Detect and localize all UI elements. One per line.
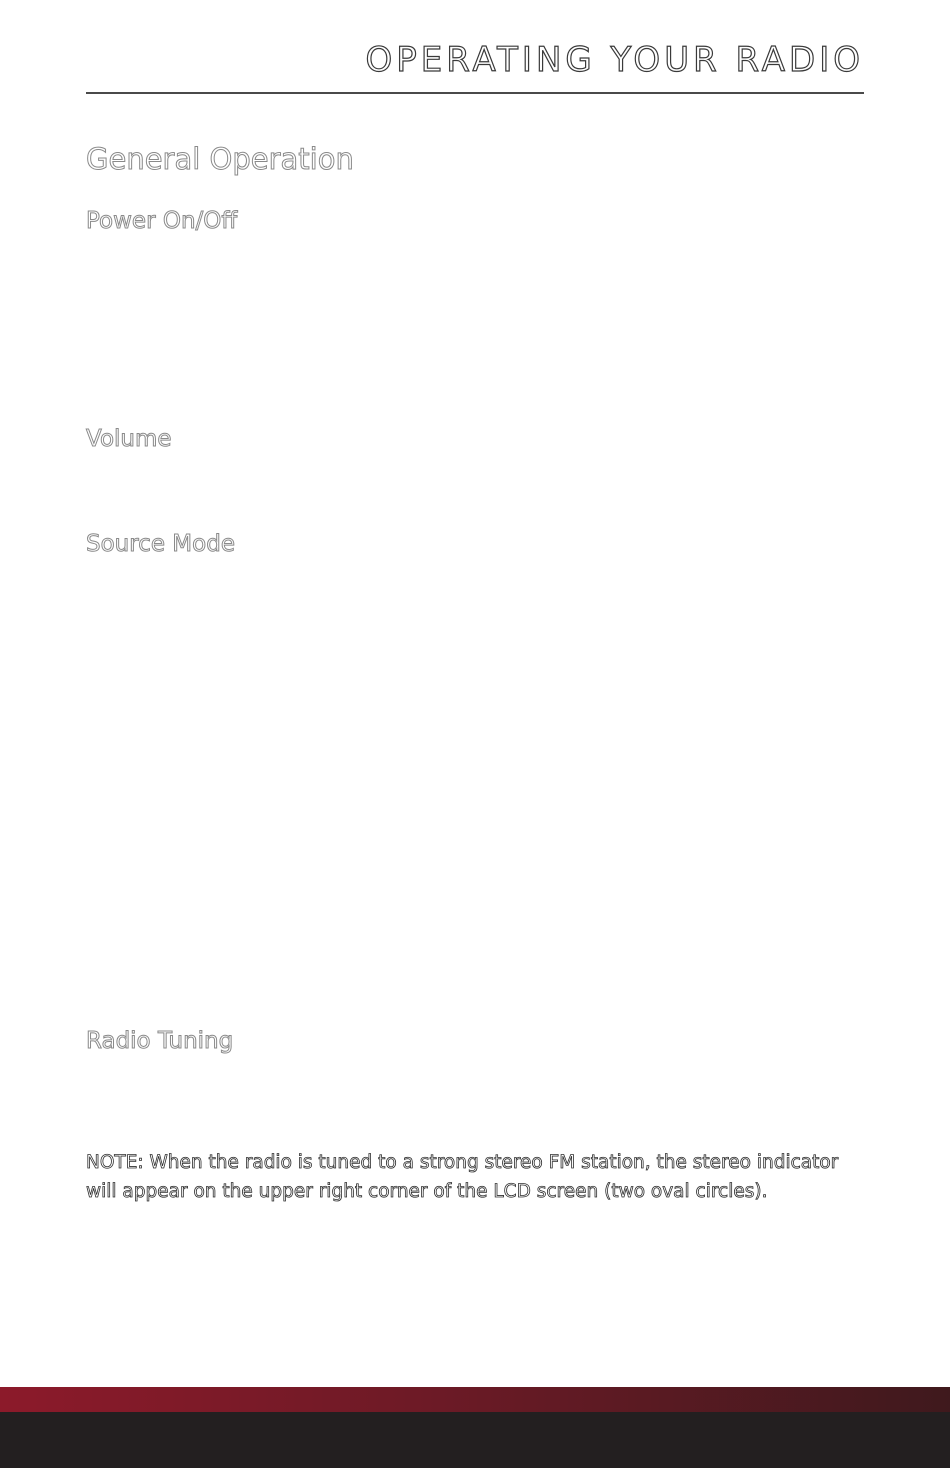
section-heading-general-operation: General Operation bbox=[86, 142, 354, 176]
footer-bar bbox=[0, 1412, 950, 1468]
subheading-volume: Volume bbox=[86, 426, 172, 452]
stereo-indicator-note: NOTE: When the radio is tuned to a strong stereo FM station, the stereo indicator will appear on the upper right corner of the LCD screen (two oval circles). bbox=[86, 1152, 839, 1202]
subheading-source-mode: Source Mode bbox=[86, 531, 235, 557]
subheading-radio-tuning: Radio Tuning bbox=[86, 1028, 234, 1054]
subheading-power: Power On/Off bbox=[86, 208, 238, 234]
page-title: OPERATING YOUR RADIO bbox=[365, 40, 864, 80]
footer-accent-band bbox=[0, 1387, 950, 1412]
title-divider bbox=[86, 92, 864, 94]
